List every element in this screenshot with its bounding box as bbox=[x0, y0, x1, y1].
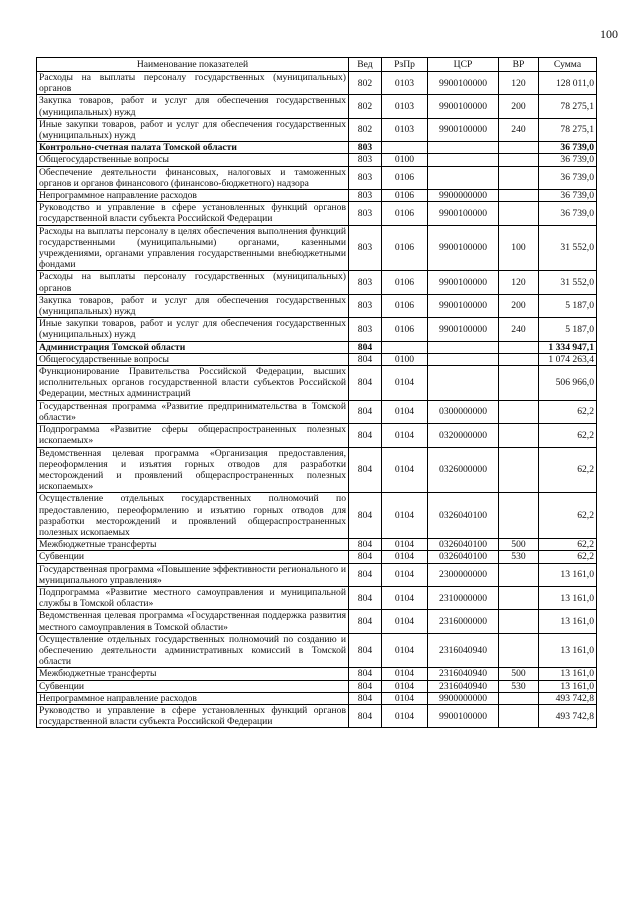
cell-name: Расходы на выплаты персоналу в целях обеспечения выполнения функций государственными (муниципальными) органами, казенными учреждениями, органами управления государственными внебюджетными фондами bbox=[37, 225, 349, 271]
cell-sum: 13 161,0 bbox=[539, 586, 597, 609]
cell-rzpr: 0104 bbox=[382, 633, 428, 668]
cell-name: Государственная программа «Повышение эффективности регионального и муниципального управления» bbox=[37, 563, 349, 586]
cell-rzpr: 0104 bbox=[382, 366, 428, 401]
table-row bbox=[37, 318, 597, 341]
cell-csr: 9900100000 bbox=[428, 318, 499, 341]
cell-ved: 803 bbox=[349, 271, 382, 294]
cell-rzpr: 0106 bbox=[382, 271, 428, 294]
header-ved: Вед bbox=[349, 58, 382, 72]
cell-sum: 31 552,0 bbox=[539, 271, 597, 294]
cell-ved: 804 bbox=[349, 539, 382, 551]
cell-ved: 804 bbox=[349, 447, 382, 493]
cell-csr: 2316040940 bbox=[428, 680, 499, 692]
cell-vr bbox=[499, 493, 539, 539]
cell-vr bbox=[499, 190, 539, 202]
cell-csr: 0320000000 bbox=[428, 424, 499, 447]
table-row bbox=[37, 493, 597, 539]
budget-table bbox=[36, 57, 597, 728]
cell-rzpr: 0106 bbox=[382, 166, 428, 189]
cell-ved: 803 bbox=[349, 190, 382, 202]
cell-csr bbox=[428, 353, 499, 365]
table-row bbox=[37, 447, 597, 493]
cell-rzpr bbox=[382, 341, 428, 353]
table-row bbox=[37, 166, 597, 189]
cell-csr: 9900100000 bbox=[428, 704, 499, 727]
header-vr: ВР bbox=[499, 58, 539, 72]
cell-sum: 62,2 bbox=[539, 551, 597, 563]
header-name: Наименование показателей bbox=[37, 58, 349, 72]
cell-rzpr: 0103 bbox=[382, 95, 428, 118]
cell-rzpr: 0104 bbox=[382, 563, 428, 586]
cell-name: Субвенции bbox=[37, 680, 349, 692]
cell-csr: 0300000000 bbox=[428, 400, 499, 423]
cell-name: Осуществление отдельных государственных полномочий по созданию и обеспечению деятельности административных комиссий в Томской области bbox=[37, 633, 349, 668]
table-row bbox=[37, 294, 597, 317]
cell-ved: 803 bbox=[349, 225, 382, 271]
cell-name: Контрольно-счетная палата Томской области bbox=[37, 142, 349, 154]
table-row bbox=[37, 586, 597, 609]
cell-sum: 62,2 bbox=[539, 447, 597, 493]
cell-rzpr: 0106 bbox=[382, 190, 428, 202]
cell-rzpr: 0106 bbox=[382, 294, 428, 317]
cell-ved: 802 bbox=[349, 72, 382, 95]
cell-name: Межбюджетные трансферты bbox=[37, 539, 349, 551]
table-row bbox=[37, 95, 597, 118]
cell-vr: 240 bbox=[499, 118, 539, 141]
cell-vr bbox=[499, 704, 539, 727]
cell-vr: 200 bbox=[499, 95, 539, 118]
table-row bbox=[37, 142, 597, 154]
cell-csr: 9900100000 bbox=[428, 95, 499, 118]
cell-vr: 530 bbox=[499, 551, 539, 563]
cell-csr bbox=[428, 366, 499, 401]
cell-rzpr: 0104 bbox=[382, 704, 428, 727]
cell-ved: 804 bbox=[349, 353, 382, 365]
cell-csr: 9900100000 bbox=[428, 271, 499, 294]
cell-vr: 200 bbox=[499, 294, 539, 317]
cell-csr: 2300000000 bbox=[428, 563, 499, 586]
cell-vr bbox=[499, 341, 539, 353]
cell-ved: 804 bbox=[349, 586, 382, 609]
cell-ved: 804 bbox=[349, 551, 382, 563]
cell-ved: 803 bbox=[349, 318, 382, 341]
cell-sum: 13 161,0 bbox=[539, 680, 597, 692]
cell-vr: 240 bbox=[499, 318, 539, 341]
table-row bbox=[37, 190, 597, 202]
cell-sum: 13 161,0 bbox=[539, 610, 597, 633]
cell-ved: 804 bbox=[349, 704, 382, 727]
cell-vr bbox=[499, 424, 539, 447]
cell-sum: 493 742,8 bbox=[539, 704, 597, 727]
cell-vr: 500 bbox=[499, 668, 539, 680]
cell-rzpr: 0106 bbox=[382, 202, 428, 225]
cell-vr bbox=[499, 353, 539, 365]
page-number: 100 bbox=[600, 27, 618, 41]
cell-vr: 530 bbox=[499, 680, 539, 692]
cell-csr: 9900100000 bbox=[428, 294, 499, 317]
cell-name: Руководство и управление в сфере установленных функций органов государственной власти субъекта Российской Федерации bbox=[37, 202, 349, 225]
cell-name: Расходы на выплаты персоналу государственных (муниципальных) органов bbox=[37, 271, 349, 294]
cell-ved: 804 bbox=[349, 633, 382, 668]
cell-vr: 500 bbox=[499, 539, 539, 551]
cell-csr: 2316040940 bbox=[428, 633, 499, 668]
table-header-row bbox=[37, 58, 597, 72]
table-row bbox=[37, 539, 597, 551]
cell-name: Подпрограмма «Развитие местного самоуправления и муниципальной службы в Томской области» bbox=[37, 586, 349, 609]
cell-csr: 9900100000 bbox=[428, 118, 499, 141]
cell-sum: 36 739,0 bbox=[539, 190, 597, 202]
cell-rzpr: 0104 bbox=[382, 539, 428, 551]
cell-sum: 13 161,0 bbox=[539, 563, 597, 586]
cell-ved: 803 bbox=[349, 166, 382, 189]
cell-csr: 0326040100 bbox=[428, 539, 499, 551]
cell-rzpr: 0104 bbox=[382, 586, 428, 609]
cell-sum: 13 161,0 bbox=[539, 668, 597, 680]
cell-vr bbox=[499, 447, 539, 493]
cell-sum: 31 552,0 bbox=[539, 225, 597, 271]
header-rzpr: РзПр bbox=[382, 58, 428, 72]
cell-name: Функционирование Правительства Российской Федерации, высших исполнительных органов государственной власти субъектов Российской Федерации, местных администраций bbox=[37, 366, 349, 401]
cell-csr: 2316040940 bbox=[428, 668, 499, 680]
table-row bbox=[37, 610, 597, 633]
cell-csr bbox=[428, 154, 499, 166]
cell-name: Руководство и управление в сфере установленных функций органов государственной власти субъекта Российской Федерации bbox=[37, 704, 349, 727]
cell-rzpr: 0100 bbox=[382, 154, 428, 166]
table-row bbox=[37, 563, 597, 586]
cell-rzpr: 0106 bbox=[382, 225, 428, 271]
cell-rzpr: 0106 bbox=[382, 318, 428, 341]
cell-name: Иные закупки товаров, работ и услуг для обеспечения государственных (муниципальных) нужд bbox=[37, 118, 349, 141]
cell-vr bbox=[499, 154, 539, 166]
cell-csr bbox=[428, 341, 499, 353]
cell-name: Ведомственная целевая программа «Государственная поддержка развития местного самоуправления в Томской области» bbox=[37, 610, 349, 633]
cell-name: Подпрограмма «Развитие сферы общераспространенных полезных ископаемых» bbox=[37, 424, 349, 447]
cell-sum: 1 074 263,4 bbox=[539, 353, 597, 365]
table-row bbox=[37, 271, 597, 294]
table-row bbox=[37, 72, 597, 95]
cell-vr bbox=[499, 400, 539, 423]
table-row bbox=[37, 668, 597, 680]
cell-sum: 78 275,1 bbox=[539, 95, 597, 118]
cell-rzpr: 0104 bbox=[382, 400, 428, 423]
cell-sum: 1 334 947,1 bbox=[539, 341, 597, 353]
table-row bbox=[37, 551, 597, 563]
table-body bbox=[37, 72, 597, 728]
cell-vr bbox=[499, 166, 539, 189]
header-sum: Сумма bbox=[539, 58, 597, 72]
cell-name: Субвенции bbox=[37, 551, 349, 563]
table-row bbox=[37, 366, 597, 401]
cell-rzpr: 0100 bbox=[382, 353, 428, 365]
table-row bbox=[37, 400, 597, 423]
cell-sum: 36 739,0 bbox=[539, 202, 597, 225]
cell-ved: 803 bbox=[349, 202, 382, 225]
cell-vr bbox=[499, 610, 539, 633]
cell-ved: 804 bbox=[349, 610, 382, 633]
cell-ved: 804 bbox=[349, 493, 382, 539]
cell-ved: 803 bbox=[349, 154, 382, 166]
cell-sum: 493 742,8 bbox=[539, 692, 597, 704]
cell-vr bbox=[499, 142, 539, 154]
cell-ved: 804 bbox=[349, 680, 382, 692]
cell-sum: 5 187,0 bbox=[539, 294, 597, 317]
table-row bbox=[37, 154, 597, 166]
cell-name: Иные закупки товаров, работ и услуг для обеспечения государственных (муниципальных) нужд bbox=[37, 318, 349, 341]
cell-csr: 0326040100 bbox=[428, 551, 499, 563]
cell-sum: 13 161,0 bbox=[539, 633, 597, 668]
table-row bbox=[37, 424, 597, 447]
table-row bbox=[37, 704, 597, 727]
table-row bbox=[37, 692, 597, 704]
cell-ved: 804 bbox=[349, 563, 382, 586]
cell-ved: 802 bbox=[349, 118, 382, 141]
cell-vr bbox=[499, 563, 539, 586]
table-row bbox=[37, 341, 597, 353]
cell-sum: 78 275,1 bbox=[539, 118, 597, 141]
cell-sum: 506 966,0 bbox=[539, 366, 597, 401]
table-row bbox=[37, 202, 597, 225]
cell-name: Ведомственная целевая программа «Организация предоставления, переоформления и изъятия горных отводов для разработки месторождений и проявлений общераспространенных полезных ископаемых» bbox=[37, 447, 349, 493]
cell-ved: 802 bbox=[349, 95, 382, 118]
cell-vr: 100 bbox=[499, 225, 539, 271]
cell-csr: 9900100000 bbox=[428, 225, 499, 271]
cell-rzpr: 0104 bbox=[382, 680, 428, 692]
cell-sum: 62,2 bbox=[539, 493, 597, 539]
cell-vr bbox=[499, 633, 539, 668]
cell-csr: 2316000000 bbox=[428, 610, 499, 633]
cell-name: Обеспечение деятельности финансовых, налоговых и таможенных органов и органов финансового (финансово-бюджетного) надзора bbox=[37, 166, 349, 189]
cell-csr: 0326000000 bbox=[428, 447, 499, 493]
cell-csr: 0326040100 bbox=[428, 493, 499, 539]
cell-csr: 9900000000 bbox=[428, 190, 499, 202]
cell-vr bbox=[499, 586, 539, 609]
cell-name: Закупка товаров, работ и услуг для обеспечения государственных (муниципальных) нужд bbox=[37, 95, 349, 118]
cell-name: Непрограммное направление расходов bbox=[37, 692, 349, 704]
cell-vr bbox=[499, 202, 539, 225]
cell-ved: 803 bbox=[349, 142, 382, 154]
cell-name: Непрограммное направление расходов bbox=[37, 190, 349, 202]
cell-vr bbox=[499, 692, 539, 704]
cell-ved: 804 bbox=[349, 400, 382, 423]
cell-ved: 804 bbox=[349, 424, 382, 447]
cell-sum: 62,2 bbox=[539, 539, 597, 551]
cell-name: Расходы на выплаты персоналу государственных (муниципальных) органов bbox=[37, 72, 349, 95]
header-csr: ЦСР bbox=[428, 58, 499, 72]
table-row bbox=[37, 353, 597, 365]
cell-vr: 120 bbox=[499, 72, 539, 95]
cell-csr: 2310000000 bbox=[428, 586, 499, 609]
cell-sum: 62,2 bbox=[539, 400, 597, 423]
cell-name: Общегосударственные вопросы bbox=[37, 154, 349, 166]
cell-name: Государственная программа «Развитие предпринимательства в Томской области» bbox=[37, 400, 349, 423]
cell-ved: 804 bbox=[349, 366, 382, 401]
cell-rzpr: 0104 bbox=[382, 493, 428, 539]
cell-csr: 9900000000 bbox=[428, 692, 499, 704]
cell-sum: 36 739,0 bbox=[539, 154, 597, 166]
cell-csr: 9900100000 bbox=[428, 72, 499, 95]
cell-rzpr: 0104 bbox=[382, 447, 428, 493]
cell-name: Администрация Томской области bbox=[37, 341, 349, 353]
cell-name: Общегосударственные вопросы bbox=[37, 353, 349, 365]
table-row bbox=[37, 680, 597, 692]
cell-name: Осуществление отдельных государственных полномочий по предоставлению, переоформлению и изъятию горных отводов для разработки месторождений и проявлений общераспространенных полезных ископаемых bbox=[37, 493, 349, 539]
cell-rzpr: 0103 bbox=[382, 72, 428, 95]
cell-name: Закупка товаров, работ и услуг для обеспечения государственных (муниципальных) нужд bbox=[37, 294, 349, 317]
table-row bbox=[37, 633, 597, 668]
cell-name: Межбюджетные трансферты bbox=[37, 668, 349, 680]
cell-sum: 62,2 bbox=[539, 424, 597, 447]
cell-ved: 804 bbox=[349, 692, 382, 704]
cell-sum: 5 187,0 bbox=[539, 318, 597, 341]
cell-sum: 36 739,0 bbox=[539, 166, 597, 189]
cell-rzpr: 0104 bbox=[382, 551, 428, 563]
table-row bbox=[37, 225, 597, 271]
cell-csr: 9900100000 bbox=[428, 202, 499, 225]
cell-sum: 36 739,0 bbox=[539, 142, 597, 154]
cell-sum: 128 011,0 bbox=[539, 72, 597, 95]
cell-csr bbox=[428, 166, 499, 189]
cell-rzpr: 0103 bbox=[382, 118, 428, 141]
table-row bbox=[37, 118, 597, 141]
cell-vr bbox=[499, 366, 539, 401]
cell-rzpr: 0104 bbox=[382, 424, 428, 447]
cell-ved: 803 bbox=[349, 294, 382, 317]
cell-rzpr: 0104 bbox=[382, 668, 428, 680]
cell-rzpr: 0104 bbox=[382, 610, 428, 633]
cell-vr: 120 bbox=[499, 271, 539, 294]
cell-rzpr bbox=[382, 142, 428, 154]
cell-ved: 804 bbox=[349, 341, 382, 353]
cell-ved: 804 bbox=[349, 668, 382, 680]
cell-csr bbox=[428, 142, 499, 154]
cell-rzpr: 0104 bbox=[382, 692, 428, 704]
